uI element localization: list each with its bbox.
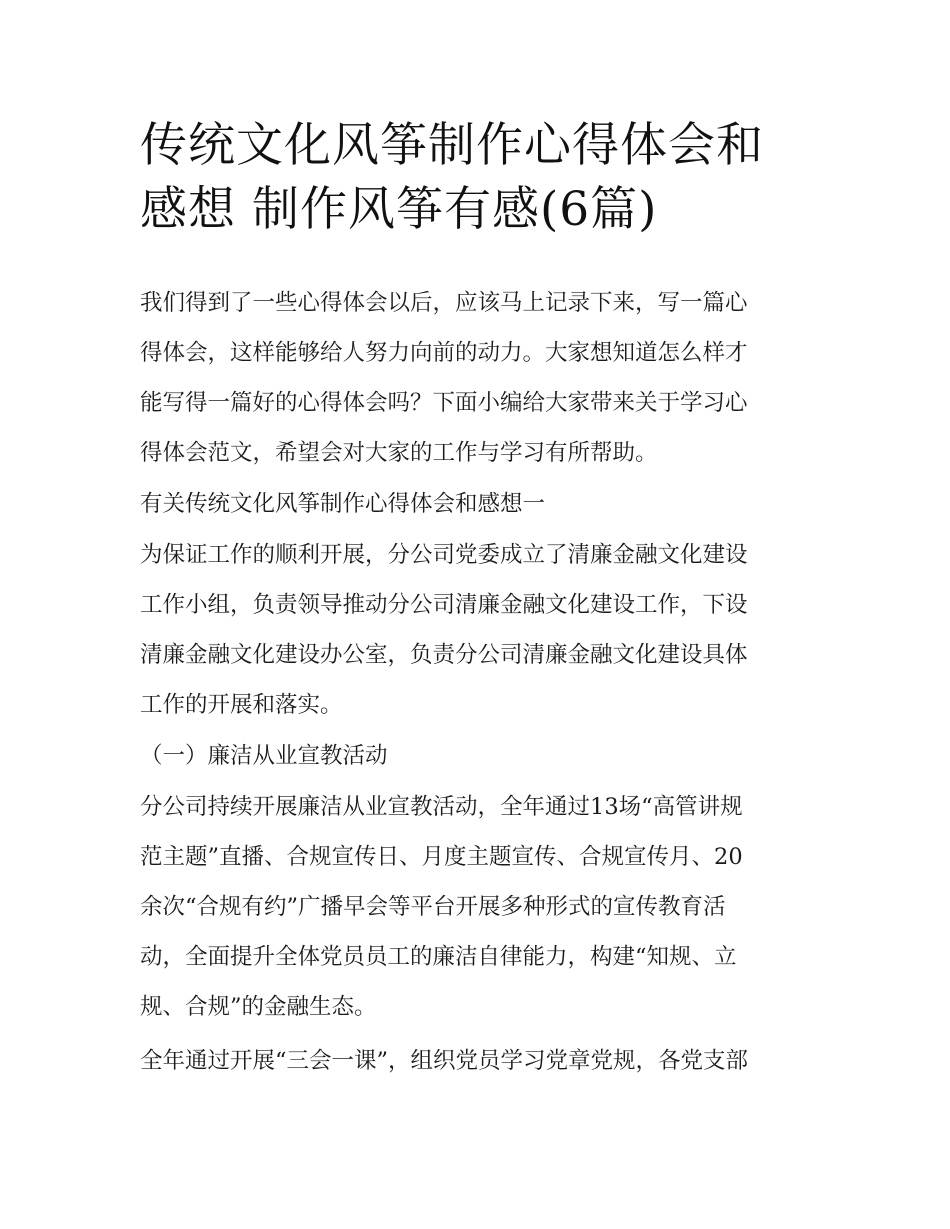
title-line: 传统文化风筝制作心得体会和 (140, 118, 764, 173)
paragraph-line: 能写得一篇好的心得体会吗？下面小编给大家带来关于学习心 (140, 390, 748, 416)
paragraph-line: 工作的开展和落实。 (140, 692, 343, 718)
paragraph-line: 清廉金融文化建设办公室，负责分公司清廉金融文化建设具体 (140, 642, 748, 668)
intro-paragraph (140, 278, 748, 478)
paragraph-line: 得体会范文，希望会对大家的工作与学习有所帮助。 (140, 440, 658, 466)
paragraph-line: 余次“合规有约”广播早会等平台开展多种形式的宣传教育活 (140, 894, 726, 920)
body-paragraph-2 (140, 782, 743, 1032)
paragraph-line: 规、合规”的金融生态。 (140, 994, 377, 1020)
title-line: 感想 制作风筝有感(6篇) (140, 182, 658, 237)
subheading (140, 734, 388, 778)
paragraph-line: 为保证工作的顺利开展，分公司党委成立了清廉金融文化建设 (140, 542, 748, 568)
paragraph-line: 我们得到了一些心得体会以后，应该马上记录下来，写一篇心 (140, 290, 748, 316)
paragraph-line: 动，全面提升全体党员员工的廉洁自律能力，构建“知规、立 (140, 944, 737, 970)
subheading-text: （一）廉洁从业宣教活动 (140, 743, 388, 769)
body-paragraph-3 (140, 1036, 748, 1086)
paragraph-line: 全年通过开展“三会一课”，组织党员学习党章党规，各党支部 (140, 1048, 749, 1074)
document-title (140, 114, 820, 242)
paragraph-line: 分公司持续开展廉洁从业宣教活动，全年通过13场“高管讲规 (140, 794, 743, 820)
paragraph-line: 范主题”直播、合规宣传日、月度主题宣传、合规宣传月、20 (140, 844, 743, 870)
paragraph-line: 工作小组，负责领导推动分公司清廉金融文化建设工作，下设 (140, 592, 748, 618)
paragraph-line: 得体会，这样能够给人努力向前的动力。大家想知道怎么样才 (140, 340, 748, 366)
section-heading-text: 有关传统文化风筝制作心得体会和感想一 (140, 491, 546, 517)
body-paragraph-1 (140, 530, 748, 730)
section-heading (140, 482, 545, 526)
